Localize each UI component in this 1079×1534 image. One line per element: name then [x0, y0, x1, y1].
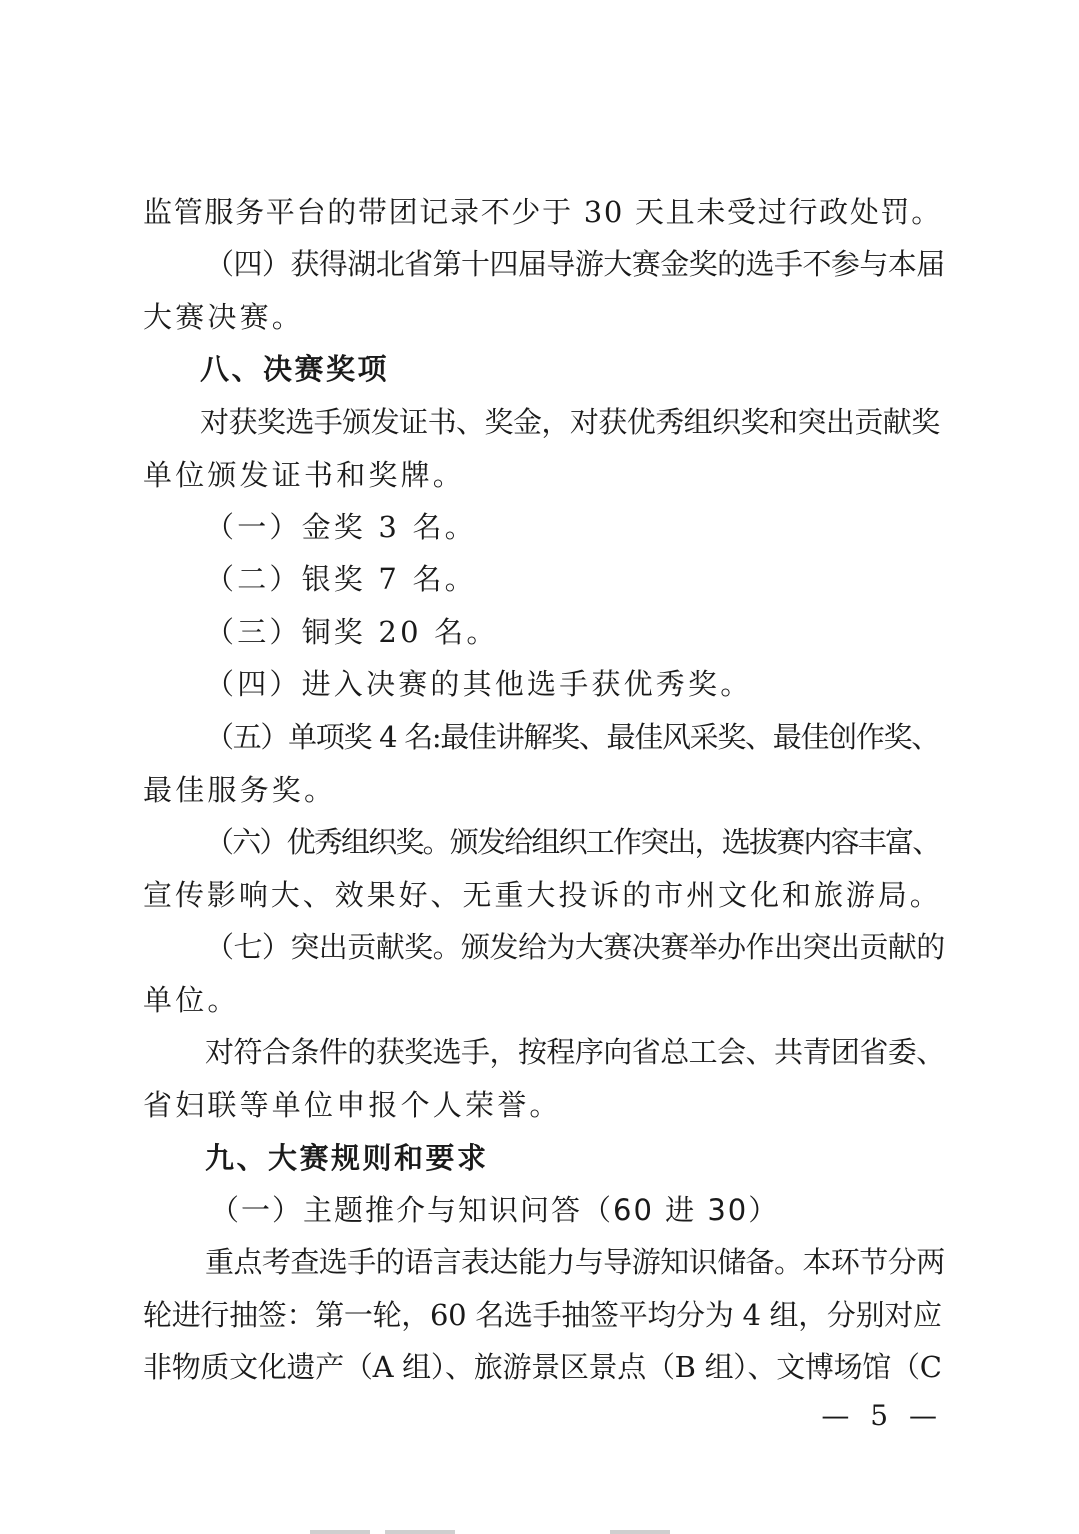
scan-artifact [610, 1530, 670, 1534]
text-line: 大赛决赛。 [143, 300, 305, 334]
text-line: （五）单项奖 4 名:最佳讲解奖、最佳风采奖、最佳创作奖、 [205, 720, 939, 754]
text-line: （六）优秀组织奖。颁发给组织工作突出，选拔赛内容丰富、 [205, 825, 940, 859]
subsection-heading: （一）主题推介与知识问答（60 进 30） [210, 1193, 780, 1227]
text-line: 对符合条件的获奖选手，按程序向省总工会、共青团省委、 [205, 1035, 945, 1069]
text-line: （一）金奖 3 名。 [205, 510, 477, 544]
text-line: 单位。 [143, 983, 240, 1017]
text-line: 单位颁发证书和奖牌。 [143, 458, 466, 492]
text-line: 监管服务平台的带团记录不少于 30 天且未受过行政处罚。 [143, 195, 942, 229]
text-line: （四）获得湖北省第十四届导游大赛金奖的选手不参与本届 [205, 247, 945, 281]
text-line: 重点考查选手的语言表达能力与导游知识储备。本环节分两 [205, 1245, 945, 1279]
text-line: （七）突出贡献奖。颁发给为大赛决赛举办作出突出贡献的 [205, 930, 945, 964]
text-line: 省妇联等单位申报个人荣誉。 [143, 1088, 562, 1122]
text-line: （二）银奖 7 名。 [205, 562, 477, 596]
text-line: 非物质文化遗产（A 组）、旅游景区景点（B 组）、文博场馆（C [143, 1350, 942, 1384]
text-line: 对获奖选手颁发证书、奖金，对获优秀组织奖和突出贡献奖 [200, 405, 940, 439]
page-number: — 5 — [821, 1399, 943, 1432]
text-line: 最佳服务奖。 [143, 773, 337, 807]
text-line: （三）铜奖 20 名。 [205, 615, 499, 649]
section-heading: 八、决赛奖项 [200, 352, 390, 386]
text-line: 宣传影响大、效果好、无重大投诉的市州文化和旅游局。 [143, 878, 942, 912]
text-line: 轮进行抽签：第一轮，60 名选手抽签平均分为 4 组，分别对应 [143, 1298, 942, 1332]
section-heading: 九、大赛规则和要求 [205, 1141, 489, 1175]
scan-artifact [310, 1530, 370, 1534]
scan-artifact [385, 1530, 455, 1534]
text-line: （四）进入决赛的其他选手获优秀奖。 [205, 667, 753, 701]
